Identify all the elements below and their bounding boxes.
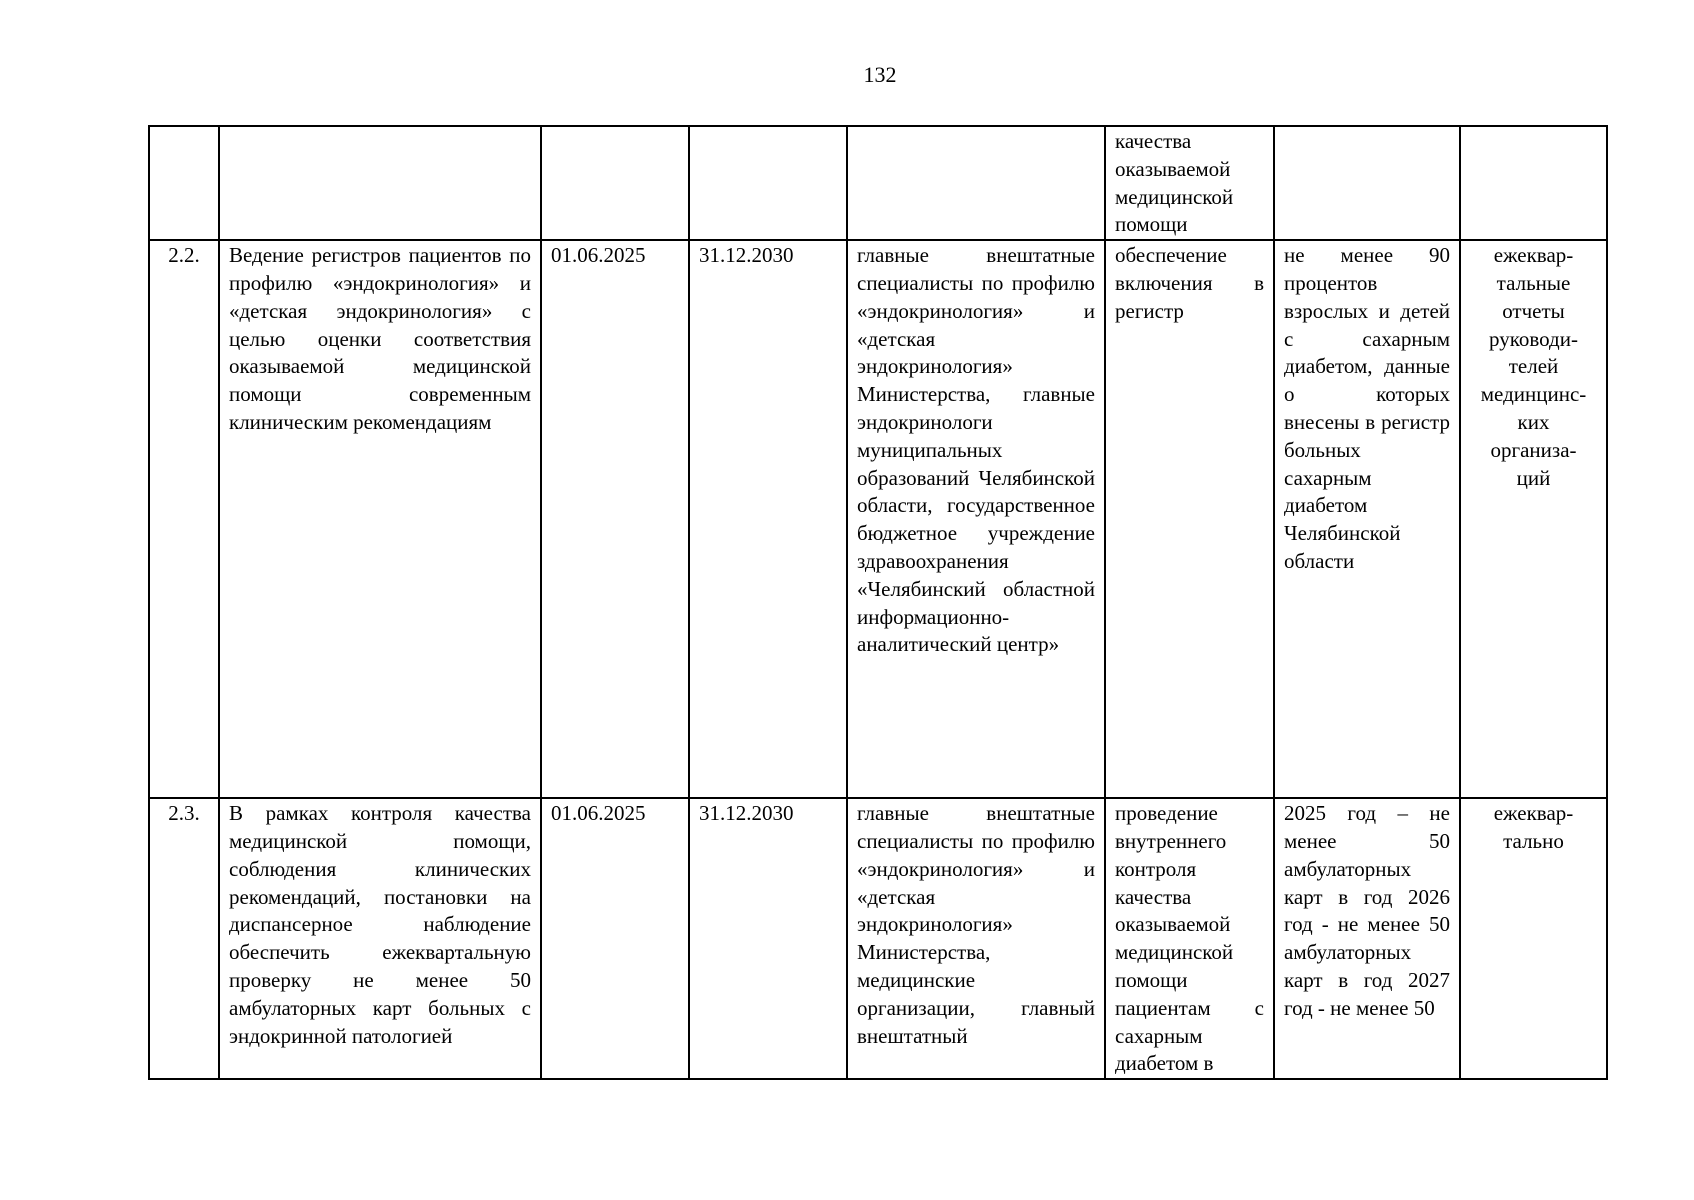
cell-responsible: главные внештатные специалисты по профилю «эндокринология» и «детская эндокринология» Министерства, медицинские организации, главный внештатный [847,798,1105,1079]
cell-report: ежеквар- тально [1460,798,1607,1079]
cell-responsible [847,126,1105,240]
cell-indicator: не менее 90 процентов взрослых и детей с сахарным диабетом, данные о которых внесены в регистр больных сахарным диабетом Челябинской области [1274,240,1460,798]
cell-num: 2.3. [149,798,219,1079]
page-number: 132 [863,62,897,87]
cell-report: ежеквар- тальные отчеты руководи- телей мединцинс- ких организа- ций [1460,240,1607,798]
cell-end-date: 31.12.2030 [689,240,847,798]
cell-report [1460,126,1607,240]
cell-indicator: 2025 год – не менее 50 амбулаторных карт в год 2026 год - не менее 50 амбулаторных карт в год 2027 год - не менее 50 [1274,798,1460,1079]
cell-indicator [1274,126,1460,240]
cell-end-date [689,126,847,240]
cell-end-date: 31.12.2030 [689,798,847,1079]
cell-start-date: 01.06.2025 [541,798,689,1079]
cell-measure: В рамках контроля качества медицинской помощи, соблюдения клинических рекомендаций, постановки на диспансерное наблюдение обеспечить ежеквартальную проверку не менее 50 амбулаторных карт больных с эндокринной патологией [219,798,541,1079]
cell-responsible: главные внештатные специалисты по профилю «эндокринология» и «детская эндокринология» Министерства, главные эндокринологи муниципальных образований Челябинской области, государственное бюджетное учреждение здравоохранения «Челябинский областной информационно-аналитический центр» [847,240,1105,798]
cell-num: 2.2. [149,240,219,798]
table-row [149,240,1607,798]
cell-num [149,126,219,240]
cell-measure [219,126,541,240]
cell-result: обеспечение включения в регистр [1105,240,1274,798]
cell-result: качества оказываемой медицинской помощи [1105,126,1274,240]
cell-start-date [541,126,689,240]
cell-start-date: 01.06.2025 [541,240,689,798]
table-row [149,126,1607,240]
measures-table [148,125,1608,1080]
cell-result: проведение внутреннего контроля качества оказываемой медицинской помощи пациентам с сахарным диабетом в [1105,798,1274,1079]
table-row [149,798,1607,1079]
cell-measure: Ведение регистров пациентов по профилю «эндокринология» и «детская эндокринология» с целью оценки соответствия оказываемой медицинской помощи современным клиническим рекомендациям [219,240,541,798]
